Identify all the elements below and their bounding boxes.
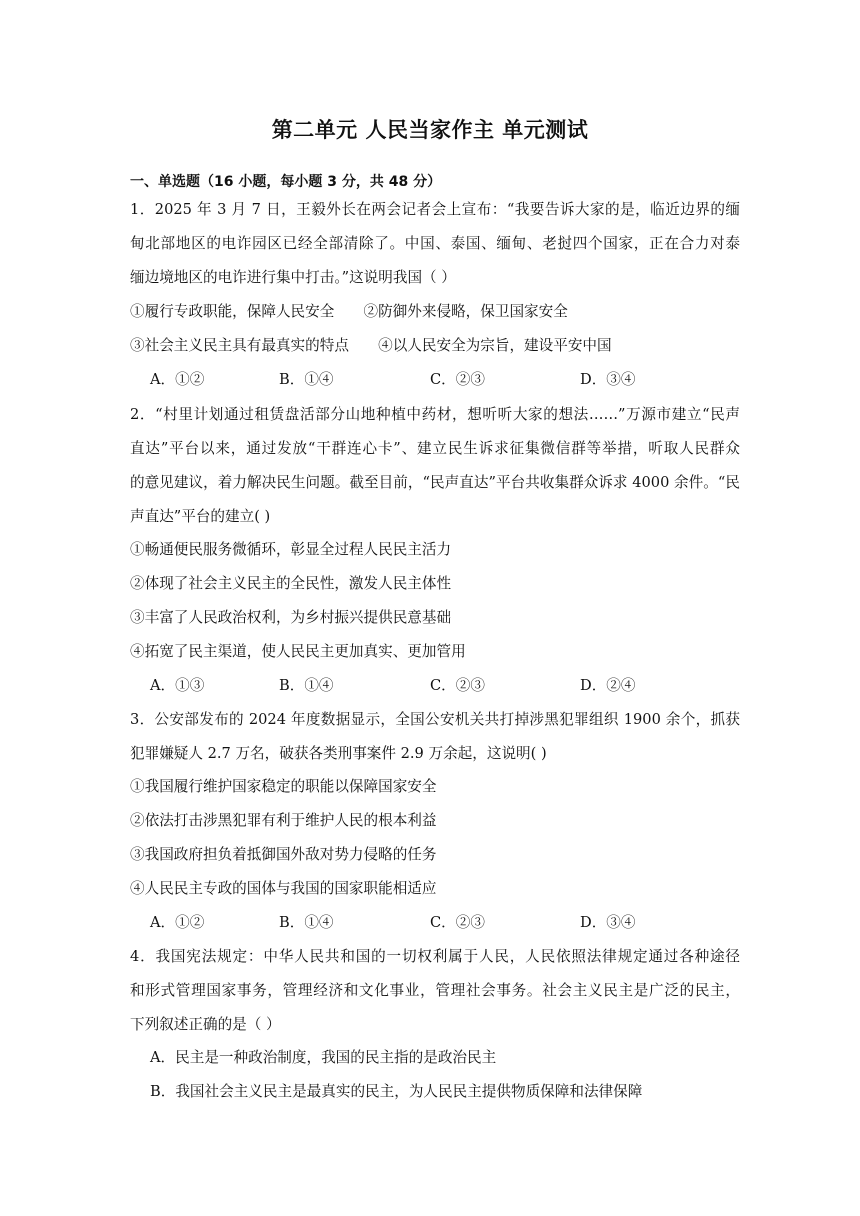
statement-line: ①畅通便民服务微循环，彰显全过程人民民主活力 (130, 541, 452, 558)
option-c[interactable]: C．②③ (430, 914, 485, 931)
option-a[interactable]: A．民主是一种政治制度，我国的民主指的是政治民主 (150, 1049, 497, 1066)
section-heading: 一、单选题（16 小题，每小题 3 分，共 48 分） (130, 174, 442, 190)
statement-line: ②依法打击涉黑犯罪有利于维护人民的根本利益 (130, 812, 437, 829)
question-text-line: 缅边境地区的电诈进行集中打击。”这说明我国（ ） (130, 269, 456, 286)
option-b[interactable]: B．①④ (279, 371, 334, 388)
option-b[interactable]: B．①④ (279, 914, 334, 931)
option-a[interactable]: A．①② (150, 371, 205, 388)
statement-line: ①我国履行维护国家稳定的职能以保障国家安全 (130, 778, 437, 795)
statement-line: ①履行专政职能，保障人民安全 ②防御外来侵略，保卫国家安全 (130, 303, 568, 320)
question-text-line: 直达”平台以来，通过发放“干群连心卡”、建立民生诉求征集微信群等举措，听取人民群众 (130, 440, 740, 457)
page-title: 第二单元 人民当家作主 单元测试 (271, 118, 589, 142)
question-text-line: 的意见建议，着力解决民生问题。截至目前，“民声直达”平台共收集群众诉求 4000 余件。“民 (130, 474, 740, 491)
question-text-line: 声直达”平台的建立( ) (130, 508, 271, 525)
option-a[interactable]: A．①② (150, 914, 205, 931)
question-text-line: 犯罪嫌疑人 2.7 万名，破获各类刑事案件 2.9 万余起，这说明( ) (130, 745, 547, 762)
option-b[interactable]: B．我国社会主义民主是最真实的民主，为人民民主提供物质保障和法律保障 (150, 1083, 643, 1100)
question-text-line: 2．“村里计划通过租赁盘活部分山地种植中药材，想听听大家的想法……”万源市建立“民声 (130, 406, 740, 423)
question-text-line: 和形式管理国家事务，管理经济和文化事业，管理社会事务。社会主义民主是广泛的民主， (130, 982, 740, 999)
statement-line: ④拓宽了民主渠道，使人民民主更加真实、更加管用 (130, 643, 466, 660)
option-c[interactable]: C．②③ (430, 677, 485, 694)
option-d[interactable]: D．③④ (580, 371, 636, 388)
option-b[interactable]: B．①④ (279, 677, 334, 694)
question-text-line: 下列叙述正确的是（ ） (130, 1016, 281, 1033)
statement-line: ②体现了社会主义民主的全民性，激发人民主体性 (130, 575, 452, 592)
question-text-line: 1．2025 年 3 月 7 日，王毅外长在两会记者会上宣布：“我要告诉大家的是，临近边界的缅 (130, 201, 740, 218)
statement-line: ④人民民主专政的国体与我国的国家职能相适应 (130, 880, 437, 897)
question-text-line: 4．我国宪法规定：中华人民共和国的一切权利属于人民，人民依照法律规定通过各种途径 (130, 948, 740, 965)
option-c[interactable]: C．②③ (430, 371, 485, 388)
statement-line: ③丰富了人民政治权利，为乡村振兴提供民意基础 (130, 609, 452, 626)
question-text-line: 3．公安部发布的 2024 年度数据显示，全国公安机关共打掉涉黑犯罪组织 1900 余个，抓获 (130, 711, 740, 728)
statement-line: ③社会主义民主具有最真实的特点 ④以人民安全为宗旨，建设平安中国 (130, 337, 612, 354)
option-d[interactable]: D．③④ (580, 914, 636, 931)
question-text-line: 甸北部地区的电诈园区已经全部清除了。中国、泰国、缅甸、老挝四个国家，正在合力对泰 (130, 235, 740, 252)
option-d[interactable]: D．②④ (580, 677, 636, 694)
option-a[interactable]: A．①③ (150, 677, 205, 694)
statement-line: ③我国政府担负着抵御国外敌对势力侵略的任务 (130, 846, 437, 863)
